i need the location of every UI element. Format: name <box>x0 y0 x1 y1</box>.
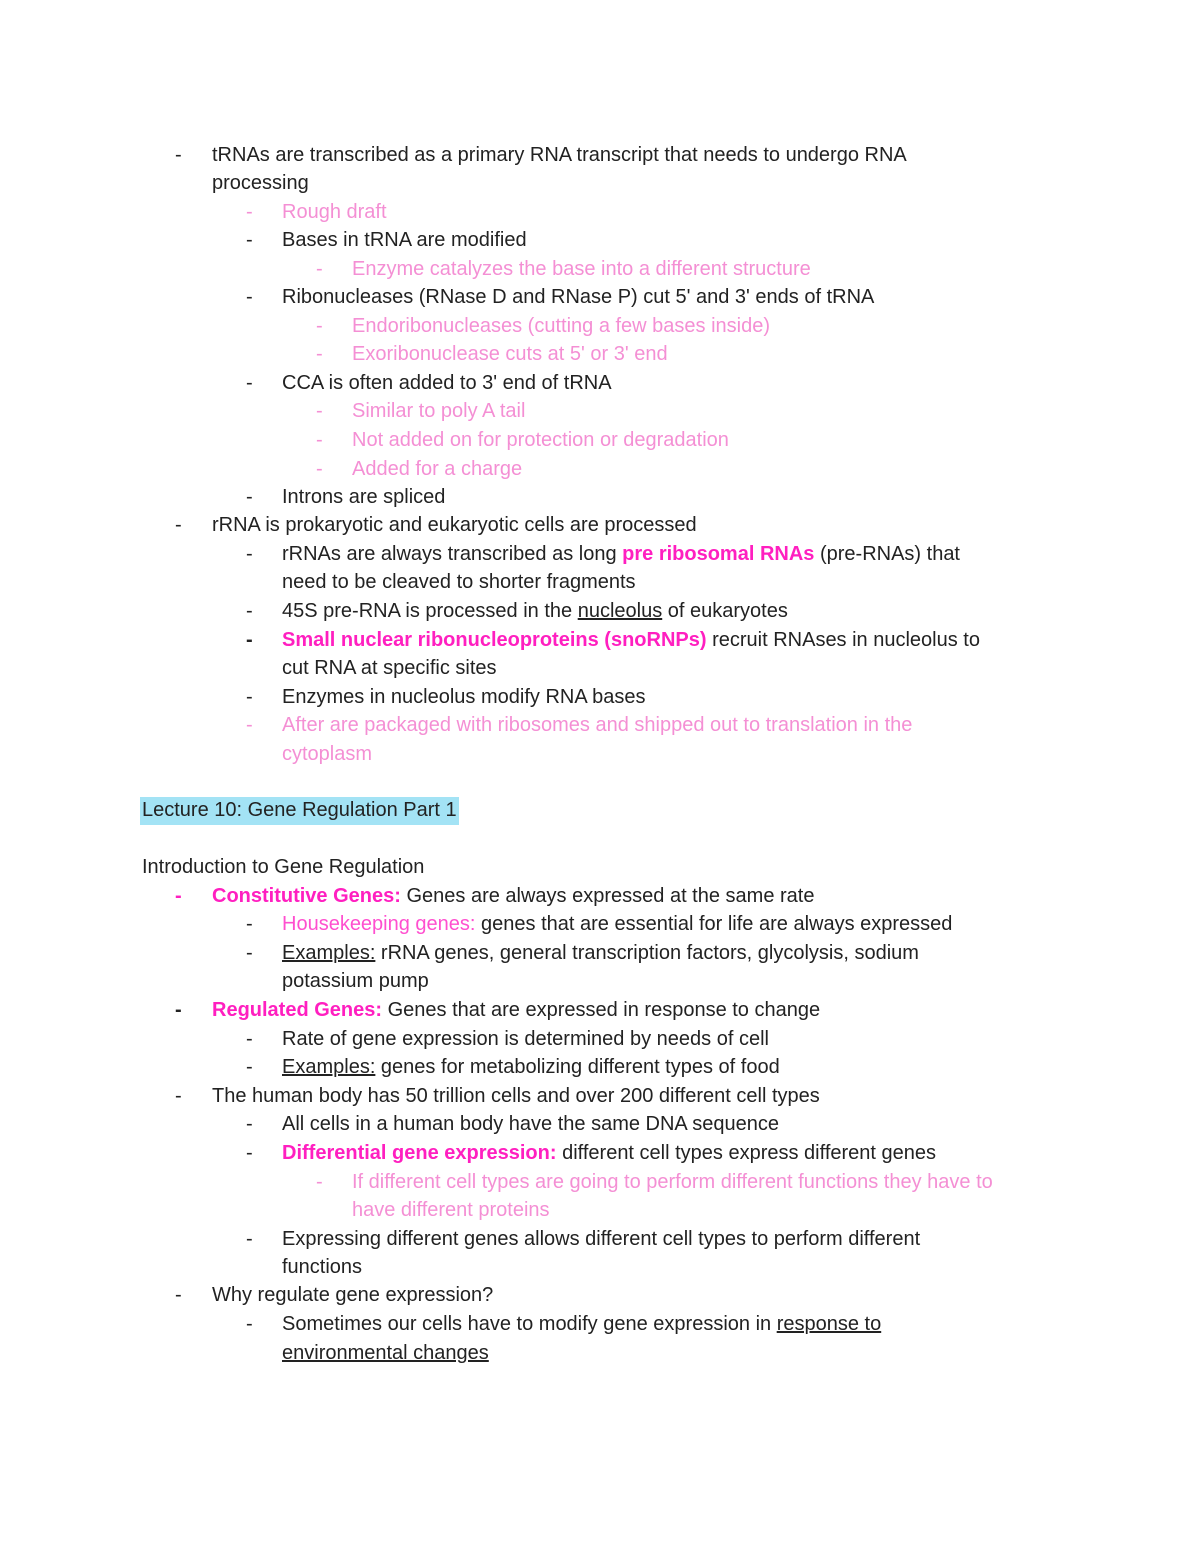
bullet-dash: - <box>246 543 253 565</box>
constitutive-examples-line-2: potassium pump <box>282 970 429 992</box>
rrna-snornp-line-1: Small nuclear ribonucleoproteins (snoRNPs) recruit RNAses in nucleolus to <box>282 629 980 651</box>
bullet-dash: - <box>246 629 253 651</box>
examples-label: Examples: <box>282 942 376 964</box>
human-body-main: The human body has 50 trillion cells and over 200 different cell types <box>212 1085 820 1107</box>
trna-main-line-2: processing <box>212 172 309 194</box>
bullet-dash: - <box>246 1313 253 1335</box>
examples-label: Examples: <box>282 1056 376 1078</box>
rrna-enzymes: Enzymes in nucleolus modify RNA bases <box>282 686 646 708</box>
housekeeping-genes: Housekeeping genes: genes that are essential for life are always expressed <box>282 913 953 935</box>
note-exoribonuclease: Exoribonuclease cuts at 5' or 3' end <box>352 343 668 365</box>
regulated-examples: Examples: genes for metabolizing different types of food <box>282 1056 780 1078</box>
bullet-dash: - <box>175 1284 182 1306</box>
term-constitutive: Constitutive Genes: <box>212 885 401 907</box>
bullet-dash: - <box>316 400 323 422</box>
note-if-line-1: If different cell types are going to perform different functions they have to <box>352 1171 993 1193</box>
expressing-line-1: Expressing different genes allows different cell types to perform different <box>282 1228 921 1250</box>
note-after-line-2: cytoplasm <box>282 743 373 765</box>
bullet-dash: - <box>246 600 253 622</box>
bullet-dash: - <box>246 1142 253 1164</box>
trna-main-line-1: tRNAs are transcribed as a primary RNA transcript that needs to undergo RNA <box>212 144 907 166</box>
bullet-dash: - <box>316 429 323 451</box>
bases-modified: Bases in tRNA are modified <box>282 229 527 251</box>
bullet-dash: - <box>175 1085 182 1107</box>
differential-expression: Differential gene expression: different cell types express different genes <box>282 1142 937 1164</box>
bullet-dash: - <box>246 286 253 308</box>
bullet-dash: - <box>246 942 253 964</box>
note-charge: Added for a charge <box>352 458 523 480</box>
term-differential: Differential gene expression: <box>282 1142 557 1164</box>
ribonucleases: Ribonucleases (RNase D and RNase P) cut 5' and 3' ends of tRNA <box>282 286 875 308</box>
constitutive-examples-line-1: Examples: rRNA genes, general transcription factors, glycolysis, sodium <box>282 942 919 964</box>
bullet-dash: - <box>316 458 323 480</box>
bullet-dash: - <box>175 885 182 907</box>
rrna-long-line-1: rRNAs are always transcribed as long pre ribosomal RNAs (pre-RNAs) that <box>282 543 960 565</box>
rrna-long-line-2: need to be cleaved to shorter fragments <box>282 571 636 593</box>
rrna-snornp-line-2: cut RNA at specific sites <box>282 657 497 679</box>
term-pre-ribosomal: pre ribosomal RNAs <box>622 543 815 565</box>
term-regulated: Regulated Genes: <box>212 999 383 1021</box>
note-poly-a: Similar to poly A tail <box>352 400 526 422</box>
bullet-dash: - <box>316 315 323 337</box>
constitutive-genes: Constitutive Genes: Genes are always expressed at the same rate <box>212 885 815 907</box>
note-enzyme: Enzyme catalyzes the base into a different structure <box>352 258 811 280</box>
expressing-line-2: functions <box>282 1256 363 1278</box>
bullet-dash: - <box>316 343 323 365</box>
introns-spliced: Introns are spliced <box>282 486 446 508</box>
bullet-dash: - <box>316 258 323 280</box>
sometimes-line-2: environmental changes <box>282 1342 489 1364</box>
term-housekeeping: Housekeeping genes: <box>282 913 476 935</box>
bullet-dash: - <box>246 372 253 394</box>
regulated-rate: Rate of gene expression is determined by needs of cell <box>282 1028 769 1050</box>
term-snornps: Small nuclear ribonucleoproteins (snoRNPs) <box>282 629 707 651</box>
note-not-added: Not added on for protection or degradation <box>352 429 729 451</box>
bullet-dash: - <box>246 1056 253 1078</box>
note-after-line-1: After are packaged with ribosomes and shipped out to translation in the <box>282 714 913 736</box>
bullet-dash: - <box>175 514 182 536</box>
cca-added: CCA is often added to 3' end of tRNA <box>282 372 612 394</box>
bullet-dash: - <box>246 1113 253 1135</box>
bullet-dash: - <box>246 913 253 935</box>
underlined-response: response to <box>776 1313 882 1335</box>
bullet-dash: - <box>246 229 253 251</box>
bullet-dash: - <box>175 144 182 166</box>
note-if-line-2: have different proteins <box>352 1199 550 1221</box>
bullet-dash: - <box>246 714 253 736</box>
bullet-dash: - <box>246 486 253 508</box>
bullet-dash: - <box>316 1171 323 1193</box>
regulated-genes: Regulated Genes: Genes that are expressed in response to change <box>212 999 821 1021</box>
underlined-nucleolus: nucleolus <box>577 600 663 622</box>
bullet-dash: - <box>175 999 182 1021</box>
rrna-main: rRNA is prokaryotic and eukaryotic cells are processed <box>212 514 697 536</box>
intro-heading: Introduction to Gene Regulation <box>142 856 425 878</box>
sometimes-line-1: Sometimes our cells have to modify gene expression in response to <box>282 1313 882 1335</box>
note-endoribonucleases: Endoribonucleases (cutting a few bases inside) <box>352 315 771 337</box>
why-regulate: Why regulate gene expression? <box>212 1284 494 1306</box>
lecture-title: Lecture 10: Gene Regulation Part 1 <box>140 797 459 825</box>
bullet-dash: - <box>246 201 253 223</box>
bullet-dash: - <box>246 686 253 708</box>
same-dna: All cells in a human body have the same DNA sequence <box>282 1113 779 1135</box>
note-rough-draft: Rough draft <box>282 201 387 223</box>
bullet-dash: - <box>246 1028 253 1050</box>
bullet-dash: - <box>246 1228 253 1250</box>
rrna-45s: 45S pre-RNA is processed in the nucleolus of eukaryotes <box>282 600 788 622</box>
